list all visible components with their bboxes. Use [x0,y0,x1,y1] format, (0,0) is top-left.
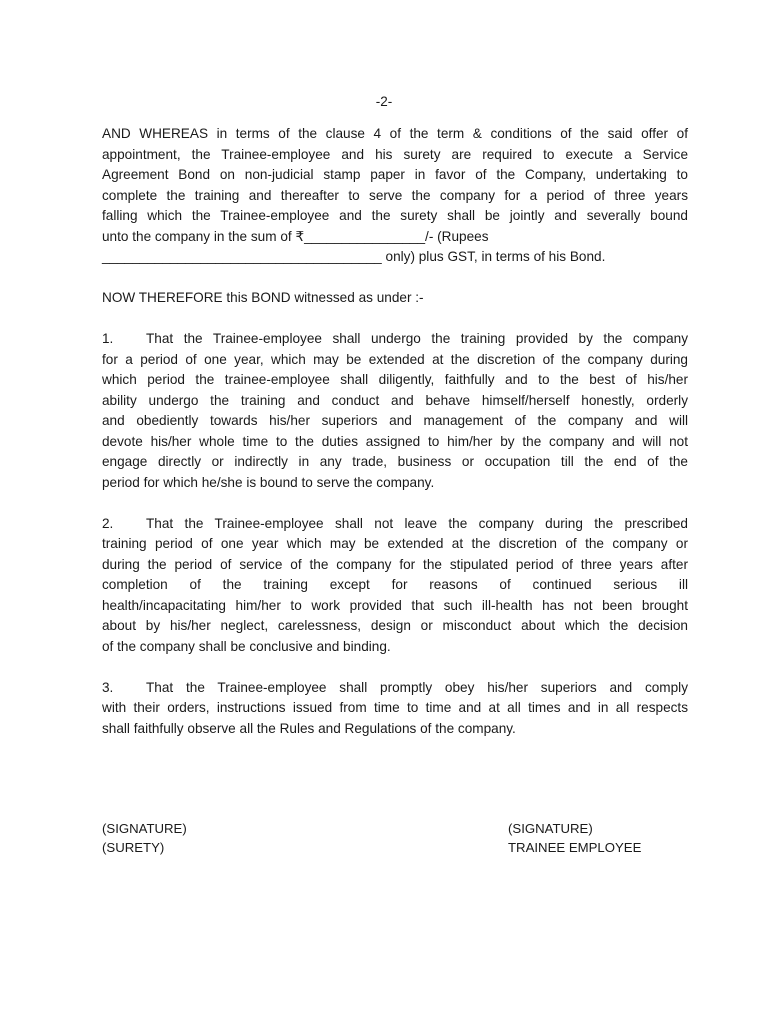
trainee-signature-block [508,819,641,857]
clause-2 [102,514,688,658]
clause-3 [102,678,688,740]
paragraph-line: falling which the Trainee-employee and the surety shall be jointly and severally bound [102,208,688,223]
clause-number: 1. [102,331,114,346]
paragraph-line: AND WHEREAS in terms of the clause 4 of the term & conditions of the said offer of [102,126,688,141]
document-body [102,124,688,739]
surety-label: (SURETY) [102,840,165,855]
clause-number: 3. [102,679,114,695]
paragraph-line: engage directly or indirectly in any trade, business or occupation till the end of the [102,454,688,469]
paragraph-line: about by his/her neglect, carelessness, design or misconduct about which the decision [102,618,688,633]
witnessed-heading [102,288,688,309]
clause-1 [102,329,688,493]
paragraph-line: period for which he/she is bound to serve the company. [102,474,435,490]
paragraph-line: appointment, the Trainee-employee and his surety are required to execute a Service [102,146,688,162]
paragraph-line: _____________________________________ only) plus GST, in terms of his Bond. [102,249,606,264]
paragraph-line: which period the trainee-employee shall diligently, faithfully and to the best of his/her [102,372,688,387]
paragraph-line: ability undergo the training and conduct and behave himself/herself honestly, orderly [102,392,688,408]
paragraph-line: complete the training and thereafter to serve the company for a period of three years [102,187,688,203]
paragraph-line: for a period of one year, which may be extended at the discretion of the company during [102,351,688,367]
signature-label: (SIGNATURE) [102,821,187,836]
paragraph-line: health/incapacitating him/her to work provided that such ill-health has not been brought [102,597,688,613]
surety-signature-block [102,819,187,857]
paragraph-line: devote his/her whole time to the duties assigned to him/her by the company and will not [102,433,688,449]
trainee-employee-label: TRAINEE EMPLOYEE [508,840,642,855]
clause-line-text: That the Trainee-employee shall promptly obey his/her superiors and comply [146,679,688,695]
paragraph-line: of the company shall be conclusive and binding. [102,638,391,654]
witnessed-text: NOW THEREFORE this BOND witnessed as under :- [102,290,424,305]
paragraph-line [102,678,688,699]
paragraph-line [102,514,688,535]
whereas-paragraph [102,124,688,268]
paragraph-line: Agreement Bond on non-judicial stamp paper in favor of the Company, undertaking to [102,167,688,182]
page-number: -2- [375,94,393,109]
paragraph-line: unto the company in the sum of ₹________________/- (Rupees [102,228,489,244]
paragraph-line [102,329,688,350]
signature-label: (SIGNATURE) [508,821,593,836]
paragraph-line: and obediently towards his/her superiors and management of the company and will [102,413,688,428]
paragraph-line: during the period of service of the company for the stipulated period of three years after [102,556,688,572]
clause-line-text: That the Trainee-employee shall not leave the company during the prescribed [146,515,688,531]
paragraph-line: with their orders, instructions issued from time to time and at all times and in all respects [102,700,688,715]
paragraph-line: training period of one year which may be extended at the discretion of the company or [102,536,688,551]
clause-line-text: That the Trainee-employee shall undergo the training provided by the company [146,331,688,346]
paragraph-line: completion of the training except for reasons of continued serious ill [102,577,688,592]
clause-number: 2. [102,515,114,531]
paragraph-line: shall faithfully observe all the Rules and Regulations of the company. [102,720,516,736]
